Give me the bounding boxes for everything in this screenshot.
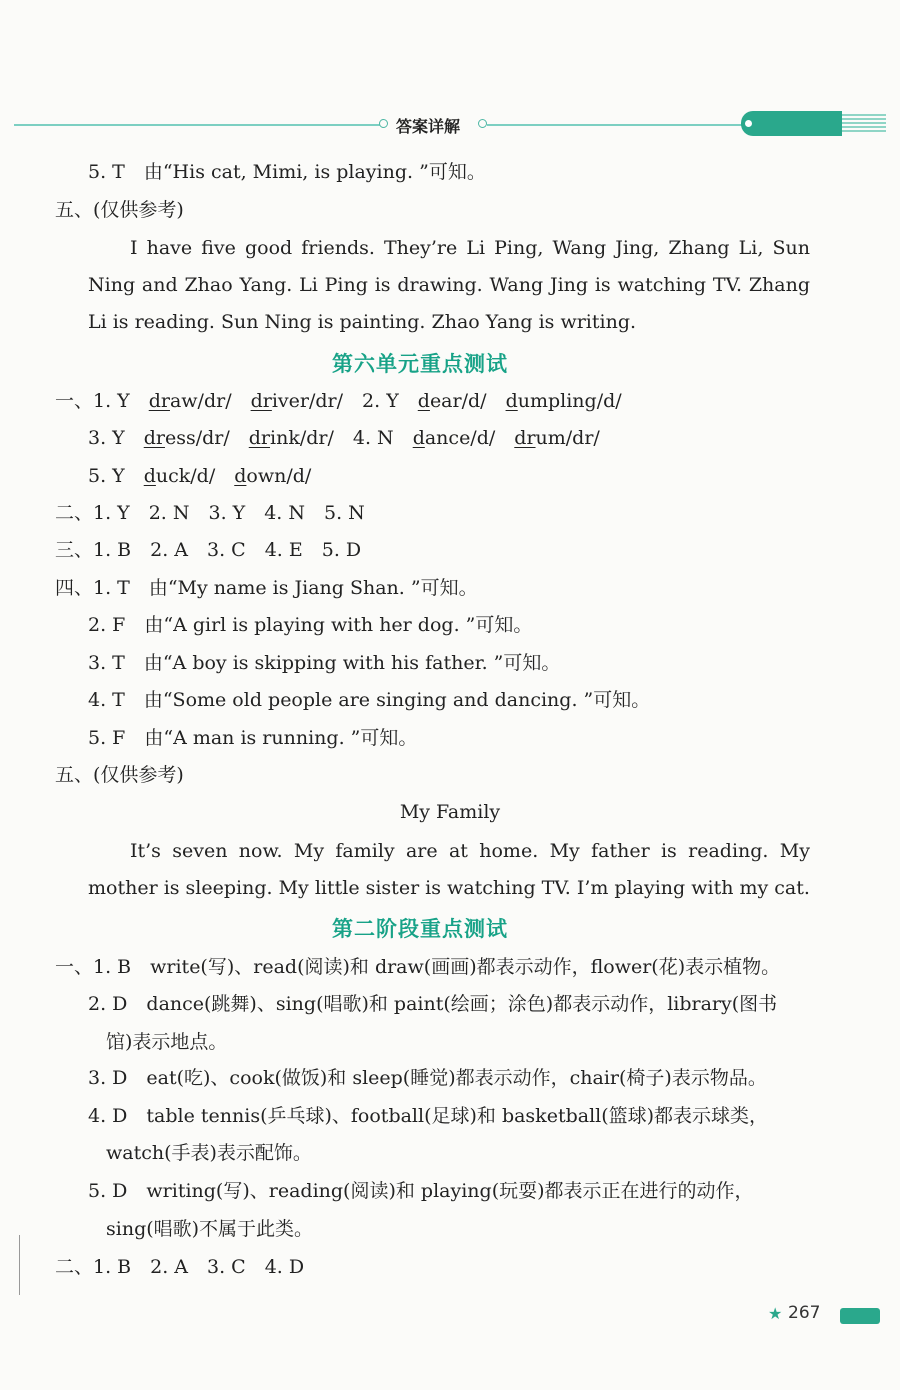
footer-tab: [840, 1308, 880, 1324]
section-title: 第二阶段重点测试: [332, 917, 508, 941]
answer-line: 3. Y dress/dr/ drink/dr/ 4. N dance/d/ drum/dr/: [88, 427, 600, 449]
page-header-title: 答案详解: [396, 117, 461, 136]
header-ornament-right: [478, 119, 487, 128]
sample-paragraph: I have five good friends. They’re Li Ping, Wang Jing, Zhang Li, Sun Ning and Zhao Yang. Li Ping is drawing. Wang Jing is watching TV. Zhang Li is reading. Sun Ning is painting. Zhao Yang is writing.: [88, 237, 810, 333]
answer-line: 4. D table tennis(乒乓球)、football(足球)和 basketball(篮球)都表示球类，: [88, 1105, 769, 1127]
header-rule-right: [487, 124, 743, 126]
answer-line: 二、1. Y 2. N 3. Y 4. N 5. N: [55, 502, 365, 524]
answer-line: watch(手表)表示配饰。: [106, 1142, 312, 1164]
answer-line: 3. D eat(吃)、cook(做饭)和 sleep(睡觉)都表示动作，chair(椅子)表示物品。: [88, 1067, 767, 1089]
sample-paragraph: It’s seven now. My family are at home. My father is reading. My mother is sleeping. My little sister is watching TV. I’m playing with my cat.: [88, 840, 810, 899]
answer-line: 三、1. B 2. A 3. C 4. E 5. D: [55, 539, 362, 561]
header-tab: [741, 111, 842, 136]
answer-line: 二、1. B 2. A 3. C 4. D: [55, 1256, 305, 1278]
answer-line: 2. F 由“A girl is playing with her dog. ”可知。: [88, 614, 533, 636]
page-number: 267: [788, 1303, 821, 1323]
header-tab-dot: [745, 120, 752, 127]
answer-line: 馆)表示地点。: [106, 1031, 228, 1053]
answer-line: 3. T 由“A boy is skipping with his father. ”可知。: [88, 652, 561, 674]
header-rule-left: [14, 124, 380, 126]
answer-line: 4. T 由“Some old people are singing and dancing. ”可知。: [88, 689, 651, 711]
answer-line: 2. D dance(跳舞)、sing(唱歌)和 paint(绘画；涂色)都表示动作，library(图书: [88, 993, 778, 1015]
essay-title: My Family: [399, 801, 501, 823]
answer-heading: 五、(仅供参考): [55, 764, 184, 786]
section-title: 第六单元重点测试: [332, 352, 508, 376]
answer-heading: 五、(仅供参考): [55, 199, 184, 221]
answer-line: 一、1. Y draw/dr/ driver/dr/ 2. Y dear/d/ dumpling/d/: [55, 390, 622, 412]
star-icon: ★: [768, 1304, 783, 1323]
header-ornament-left: [379, 119, 388, 128]
answer-line: 5. D writing(写)、reading(阅读)和 playing(玩耍)都表示正在进行的动作，: [88, 1180, 754, 1202]
answer-line: 5. Y duck/d/ down/d/: [88, 465, 312, 487]
header-stripes: [842, 114, 886, 134]
answer-line: 5. F 由“A man is running. ”可知。: [88, 727, 418, 749]
margin-mark: [19, 1235, 20, 1295]
answer-line: 一、1. B write(写)、read(阅读)和 draw(画画)都表示动作，flower(花)表示植物。: [55, 956, 781, 978]
answer-line: 5. T 由“His cat, Mimi, is playing. ”可知。: [88, 161, 486, 183]
answer-line: 四、1. T 由“My name is Jiang Shan. ”可知。: [55, 577, 478, 599]
answer-line: sing(唱歌)不属于此类。: [106, 1218, 314, 1240]
